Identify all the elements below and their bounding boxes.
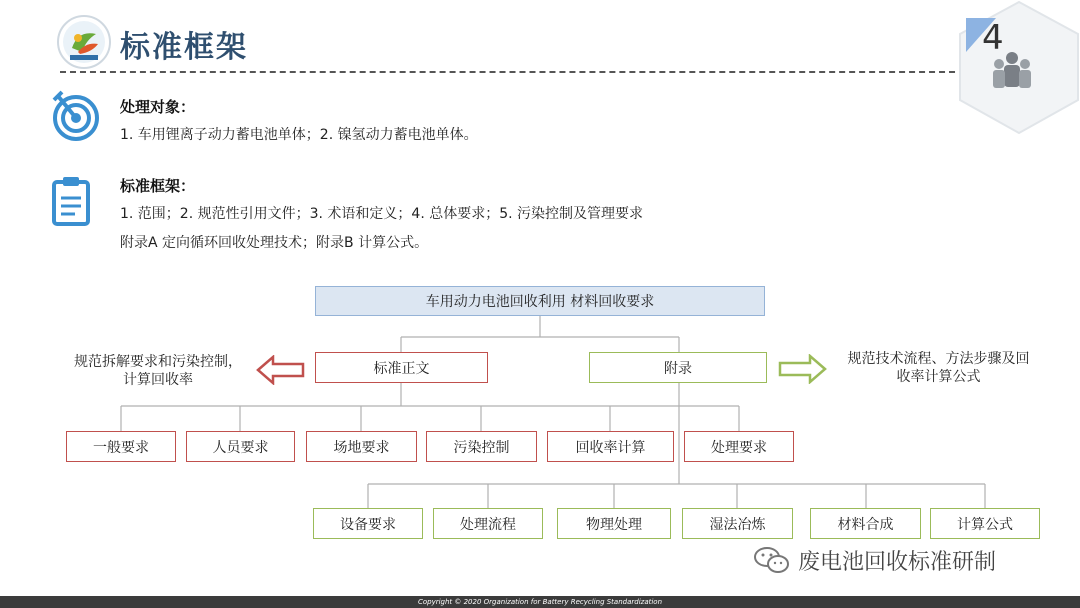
diagram-root: 车用动力电池回收利用 材料回收要求 — [315, 286, 765, 316]
right-note — [836, 350, 1041, 386]
left-note-line-1: 规范拆解要求和污染控制， — [74, 354, 242, 370]
appendix-child-box: 处理流程 — [433, 508, 543, 539]
copyright-footer: Copyright © 2020 Organization for Battery Recycling Standardization — [0, 596, 1080, 608]
appendix-child-box: 计算公式 — [930, 508, 1040, 539]
main-child-box: 污染控制 — [426, 431, 537, 462]
appendix-child-box: 设备要求 — [313, 508, 423, 539]
right-note-line-1: 规范技术流程、方法步骤及回 — [847, 351, 1030, 367]
wechat-icon — [752, 545, 792, 575]
main-child-box: 人员要求 — [186, 431, 295, 462]
appendix-child-box: 湿法冶炼 — [682, 508, 793, 539]
section-text-targets: 1. 车用锂离子动力蓄电池单体；2. 镍氢动力蓄电池单体。 — [120, 127, 478, 143]
appendix-child-box: 物理处理 — [557, 508, 671, 539]
main-child-box: 回收率计算 — [547, 431, 674, 462]
main-child-box: 处理要求 — [684, 431, 794, 462]
page-title: 标准框架 — [120, 30, 248, 65]
watermark-text: 废电池回收标准研制 — [798, 550, 997, 575]
page-number: 4 — [982, 18, 1004, 58]
left-arrow-icon — [256, 355, 306, 385]
left-note-line-2: 计算回收率 — [123, 372, 193, 388]
main-child-box: 一般要求 — [66, 431, 176, 462]
main-child-box: 场地要求 — [306, 431, 417, 462]
main-text-box: 标准正文 — [315, 352, 488, 383]
section-text-framework-1: 1. 范围；2. 规范性引用文件；3. 术语和定义；4. 总体要求；5. 污染控制及管理要求 — [120, 206, 644, 222]
section-title-targets: 处理对象： — [120, 98, 196, 116]
section-title-framework: 标准框架： — [120, 177, 196, 195]
appendix-child-box: 材料合成 — [810, 508, 921, 539]
right-note-line-2: 收率计算公式 — [896, 369, 981, 385]
section-text-framework-2: 附录A 定向循环回收处理技术；附录B 计算公式。 — [120, 235, 429, 251]
left-note — [68, 353, 248, 389]
appendix-box: 附录 — [589, 352, 767, 383]
right-arrow-icon — [777, 354, 827, 384]
